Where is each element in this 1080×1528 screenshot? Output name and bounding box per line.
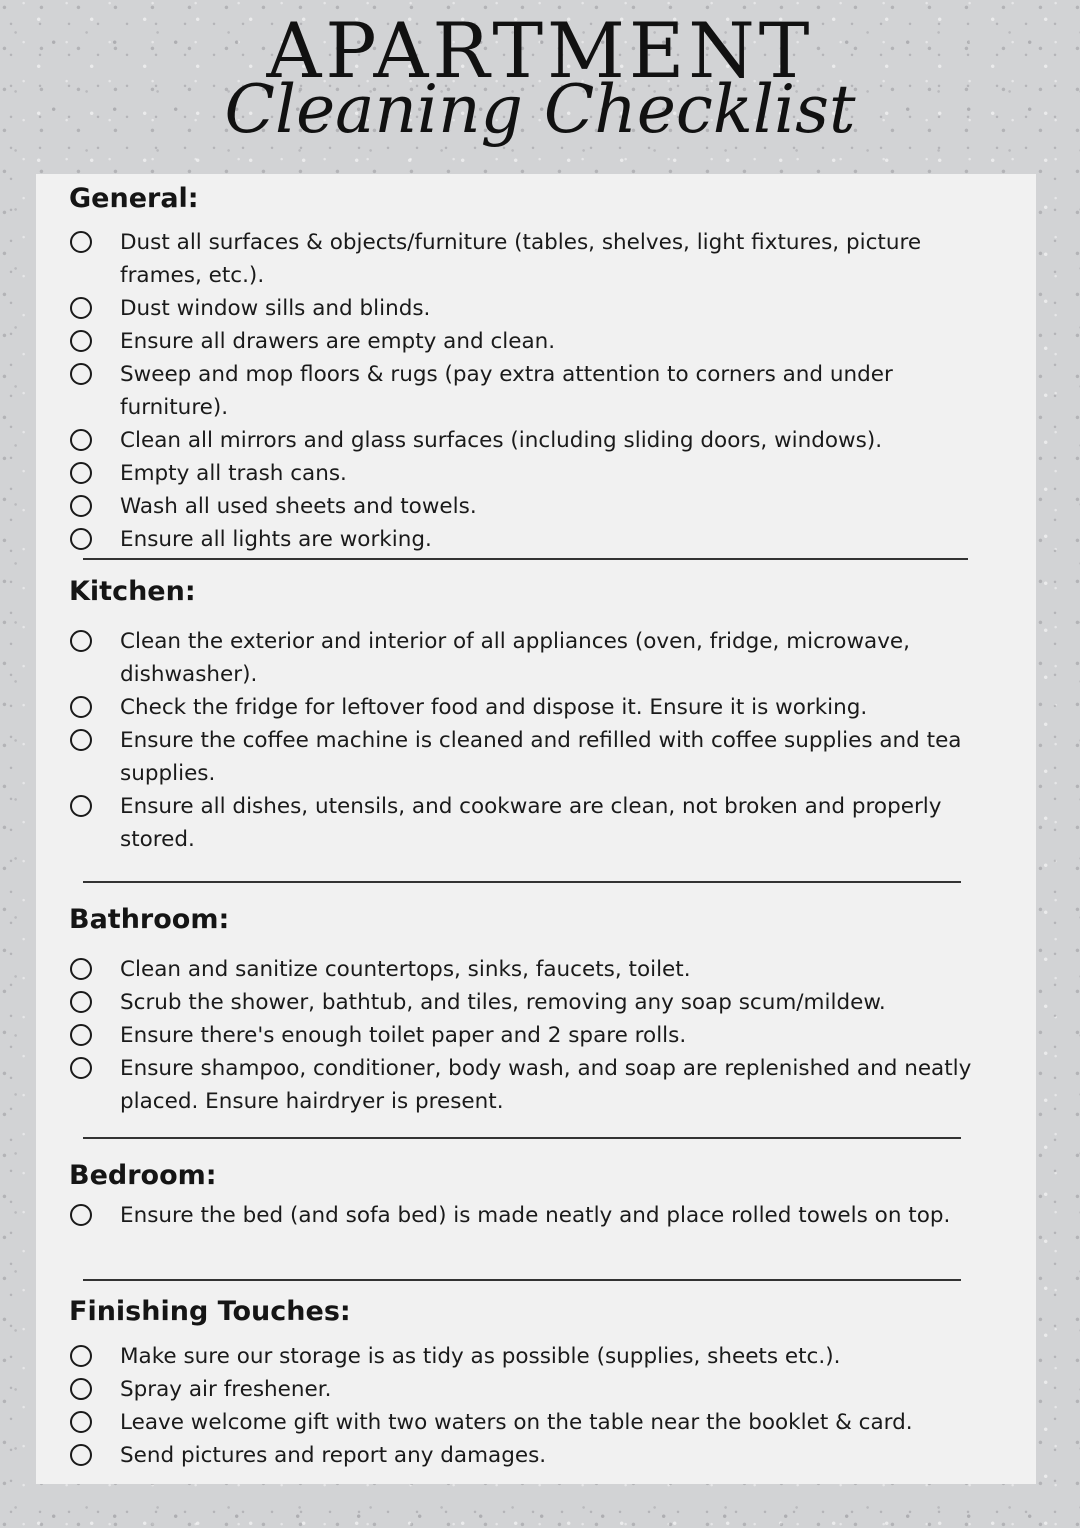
checklist-item [36, 1439, 1036, 1472]
item-text: Ensure all lights are working. [120, 527, 432, 552]
checklist-items [36, 1199, 1036, 1232]
checklist-item [36, 1019, 1036, 1052]
item-text: Ensure all dishes, utensils, and cookware are clean, not broken and properly stored. [120, 794, 942, 852]
checkbox-circle-icon[interactable] [70, 696, 92, 718]
checklist-item [36, 724, 1036, 790]
checkbox-circle-icon[interactable] [70, 297, 92, 319]
section-title: Bathroom: [69, 904, 230, 935]
checklist-item [36, 457, 1036, 490]
item-text: Send pictures and report any damages. [120, 1443, 547, 1468]
checkbox-circle-icon[interactable] [70, 958, 92, 980]
checklist-panel [36, 174, 1036, 1484]
section-title: Bedroom: [69, 1160, 217, 1191]
item-text: Check the fridge for leftover food and dispose it. Ensure it is working. [120, 695, 868, 720]
checkbox-circle-icon[interactable] [70, 528, 92, 550]
checkbox-circle-icon[interactable] [70, 1204, 92, 1226]
checklist-item [36, 986, 1036, 1019]
checkbox-circle-icon[interactable] [70, 363, 92, 385]
header [0, 0, 1080, 172]
item-text: Spray air freshener. [120, 1377, 332, 1402]
item-text: Leave welcome gift with two waters on the table near the booklet & card. [120, 1410, 913, 1435]
checkbox-circle-icon[interactable] [70, 462, 92, 484]
item-text: Dust window sills and blinds. [120, 296, 431, 321]
checklist-item [36, 625, 1036, 691]
item-text: Sweep and mop floors & rugs (pay extra attention to corners and under furniture). [120, 362, 893, 420]
checkbox-circle-icon[interactable] [70, 330, 92, 352]
checklist-items [36, 953, 1036, 1118]
checkbox-circle-icon[interactable] [70, 1444, 92, 1466]
checklist-item [36, 1406, 1036, 1439]
checkbox-circle-icon[interactable] [70, 1024, 92, 1046]
item-text: Ensure the bed (and sofa bed) is made neatly and place rolled towels on top. [120, 1203, 951, 1228]
item-text: Empty all trash cans. [120, 461, 347, 486]
item-text: Dust all surfaces & objects/furniture (tables, shelves, light fixtures, picture frames, etc.). [120, 230, 922, 288]
section-title: Finishing Touches: [69, 1296, 351, 1327]
checklist-item [36, 490, 1036, 523]
checklist-items [36, 625, 1036, 856]
checkbox-circle-icon[interactable] [70, 231, 92, 253]
checkbox-circle-icon[interactable] [70, 429, 92, 451]
checklist-items [36, 1340, 1036, 1472]
item-text: Ensure shampoo, conditioner, body wash, and soap are replenished and neatly placed. Ensure hairdryer is present. [120, 1056, 972, 1114]
item-text: Make sure our storage is as tidy as possible (supplies, sheets etc.). [120, 1344, 841, 1369]
checkbox-circle-icon[interactable] [70, 1411, 92, 1433]
checklist-item [36, 523, 1036, 556]
checklist-item [36, 424, 1036, 457]
page-subtitle: Cleaning Checklist [224, 71, 856, 148]
checkbox-circle-icon[interactable] [70, 1345, 92, 1367]
item-text: Clean all mirrors and glass surfaces (including sliding doors, windows). [120, 428, 883, 453]
checkbox-circle-icon[interactable] [70, 729, 92, 751]
item-text: Scrub the shower, bathtub, and tiles, removing any soap scum/mildew. [120, 990, 886, 1015]
item-text: Clean the exterior and interior of all appliances (oven, fridge, microwave, dishwasher). [120, 629, 910, 687]
section-divider [83, 1279, 961, 1281]
item-text: Ensure the coffee machine is cleaned and refilled with coffee supplies and tea supplies. [120, 728, 962, 786]
checkbox-circle-icon[interactable] [70, 630, 92, 652]
checklist-item [36, 358, 1036, 424]
section-title: General: [69, 183, 199, 214]
item-text: Ensure there's enough toilet paper and 2 spare rolls. [120, 1023, 687, 1048]
checklist-item [36, 1199, 1036, 1232]
checkbox-circle-icon[interactable] [70, 1057, 92, 1079]
checklist-item [36, 325, 1036, 358]
checklist-item [36, 953, 1036, 986]
checklist-item [36, 1052, 1036, 1118]
section-title: Kitchen: [69, 576, 196, 607]
item-text: Clean and sanitize countertops, sinks, faucets, toilet. [120, 957, 691, 982]
checklist-item [36, 1373, 1036, 1406]
checklist-items [36, 226, 1036, 556]
section-divider [83, 558, 968, 560]
checklist-item [36, 292, 1036, 325]
item-text: Wash all used sheets and towels. [120, 494, 477, 519]
checklist-item [36, 1340, 1036, 1373]
section-divider [83, 1137, 961, 1139]
item-text: Ensure all drawers are empty and clean. [120, 329, 556, 354]
checkbox-circle-icon[interactable] [70, 795, 92, 817]
checkbox-circle-icon[interactable] [70, 495, 92, 517]
checklist-item [36, 691, 1036, 724]
checklist-item [36, 226, 1036, 292]
checkbox-circle-icon[interactable] [70, 991, 92, 1013]
checklist-item [36, 790, 1036, 856]
checkbox-circle-icon[interactable] [70, 1378, 92, 1400]
section-divider [83, 881, 961, 883]
page-title: APARTMENT [266, 6, 814, 95]
